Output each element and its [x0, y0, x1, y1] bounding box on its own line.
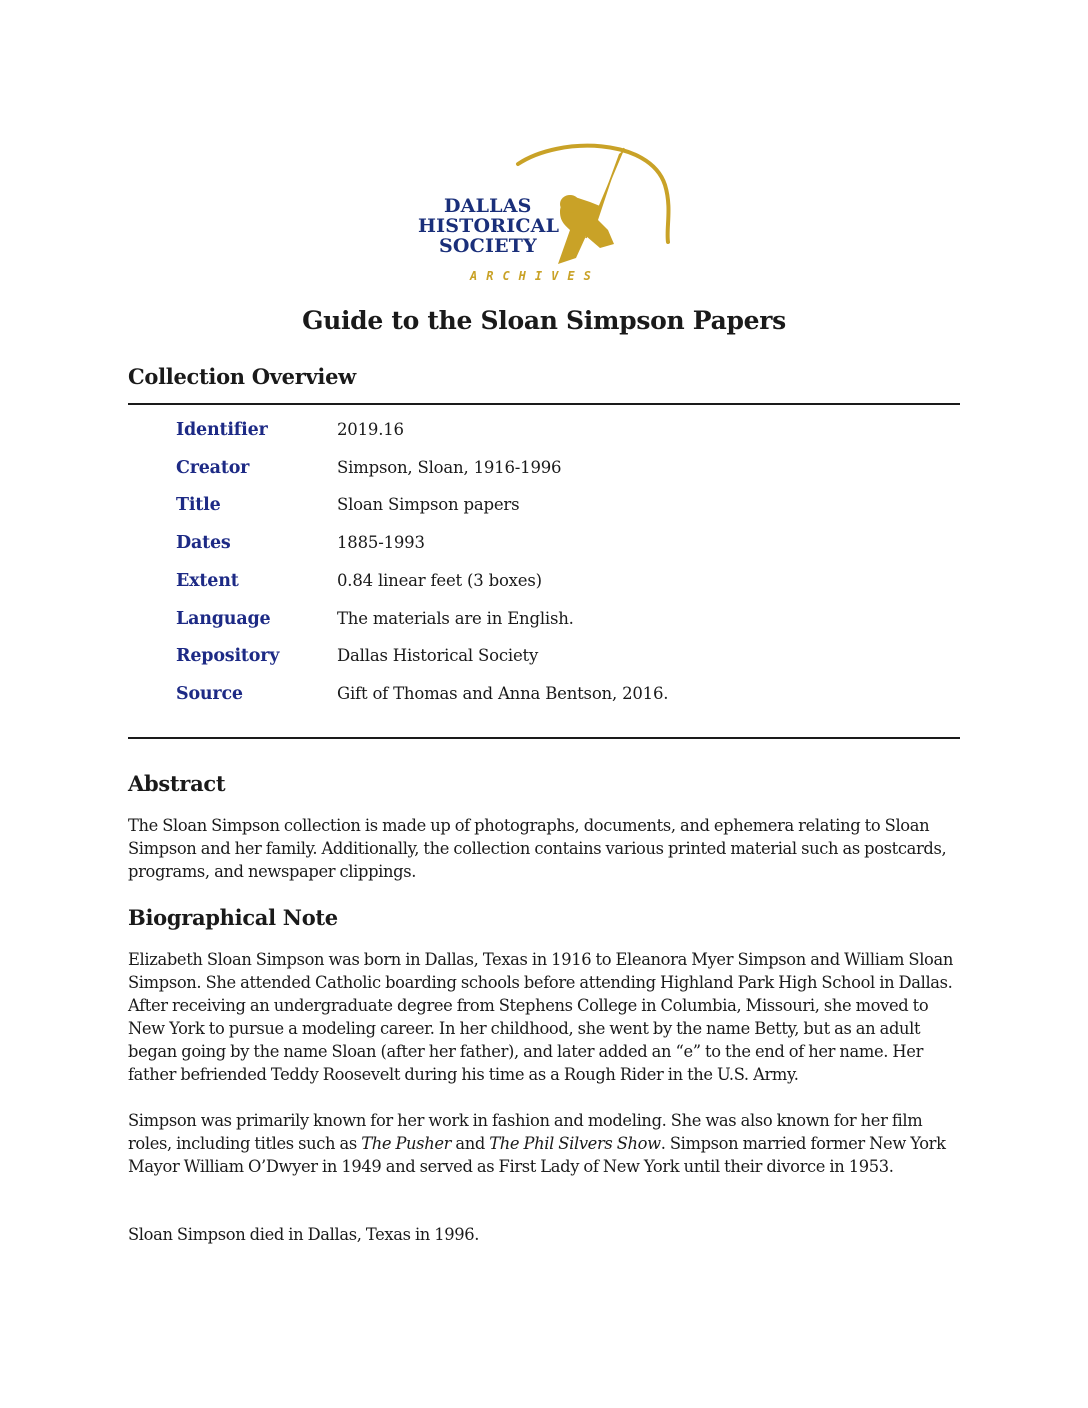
overview-top-rule: [128, 403, 960, 405]
overview-label: Extent: [176, 571, 239, 591]
logo-text-line-2: HISTORICAL: [418, 215, 560, 237]
biographical-note-heading: Biographical Note: [128, 905, 338, 930]
biographical-paragraph-1: Elizabeth Sloan Simpson was born in Dallas, Texas in 1916 to Eleanora Myer Simpson and William Sloan Simpson. She attended Catholic boarding schools before attending Highland Park High School in Dallas. After receiving an undergraduate degree from Stephens College in Columbia, Missouri, she moved to New York to pursue a modeling career. In her childhood, she went by the name Betty, but as an adult began going by the name Sloan (after her father), and later added an “e” to the end of her name. Her father befriended Teddy Roosevelt during his time as a Rough Rider in the U.S. Army.: [128, 950, 953, 1084]
biographical-paragraph-2: [128, 1109, 968, 1178]
overview-label: Identifier: [176, 420, 268, 440]
overview-label: Language: [176, 609, 271, 629]
film-title-phil-silvers-show: The Phil Silvers Show: [489, 1134, 661, 1153]
collection-overview-heading: Collection Overview: [128, 364, 356, 389]
bio-text-segment: . Simpson married former New York Mayor William O’Dwyer in 1949 and served as First Lady of New York until their divorce in 1953.: [128, 1134, 946, 1176]
overview-row-dates: [176, 533, 936, 563]
overview-value: The materials are in English.: [337, 609, 574, 628]
biographical-paragraph-3: Sloan Simpson died in Dallas, Texas in 1996.: [128, 1225, 480, 1244]
abstract-text: The Sloan Simpson collection is made up of photographs, documents, and ephemera relating to Sloan Simpson and her family. Additionally, the collection contains various printed material such as postcards, programs, and newspaper clippings.: [128, 816, 947, 881]
logo-text-line-1: DALLAS: [444, 195, 532, 217]
overview-value: Dallas Historical Society: [337, 646, 539, 665]
overview-row-identifier: [176, 420, 936, 450]
overview-label: Creator: [176, 458, 250, 478]
document-title: Guide to the Sloan Simpson Papers: [302, 306, 786, 335]
overview-value: 0.84 linear feet (3 boxes): [337, 571, 542, 590]
overview-label: Repository: [176, 646, 280, 666]
overview-value: 2019.16: [337, 420, 404, 439]
bio-text-segment: Simpson was primarily known for her work in fashion and modeling. She was also known for her film roles, including titles such as: [128, 1111, 923, 1153]
overview-label: Dates: [176, 533, 231, 553]
overview-row-extent: [176, 571, 936, 601]
dallas-historical-society-logo: [410, 140, 680, 300]
bio-text-segment: and: [451, 1134, 490, 1153]
overview-row-title: [176, 495, 936, 525]
film-title-the-pusher: The Pusher: [361, 1134, 452, 1153]
logo-archives-text: ARCHIVES: [470, 269, 600, 283]
overview-value: Gift of Thomas and Anna Bentson, 2016.: [337, 684, 669, 703]
overview-row-creator: [176, 458, 936, 488]
overview-bottom-rule: [128, 737, 960, 739]
overview-value: 1885-1993: [337, 533, 425, 552]
overview-label: Source: [176, 684, 243, 704]
overview-row-language: [176, 609, 936, 639]
logo-text-line-3: SOCIETY: [439, 235, 537, 257]
overview-value: Simpson, Sloan, 1916-1996: [337, 458, 562, 477]
overview-row-repository: [176, 646, 936, 676]
overview-label: Title: [176, 495, 221, 515]
abstract-heading: Abstract: [128, 771, 226, 796]
overview-value: Sloan Simpson papers: [337, 495, 520, 514]
overview-row-source: [176, 684, 936, 714]
